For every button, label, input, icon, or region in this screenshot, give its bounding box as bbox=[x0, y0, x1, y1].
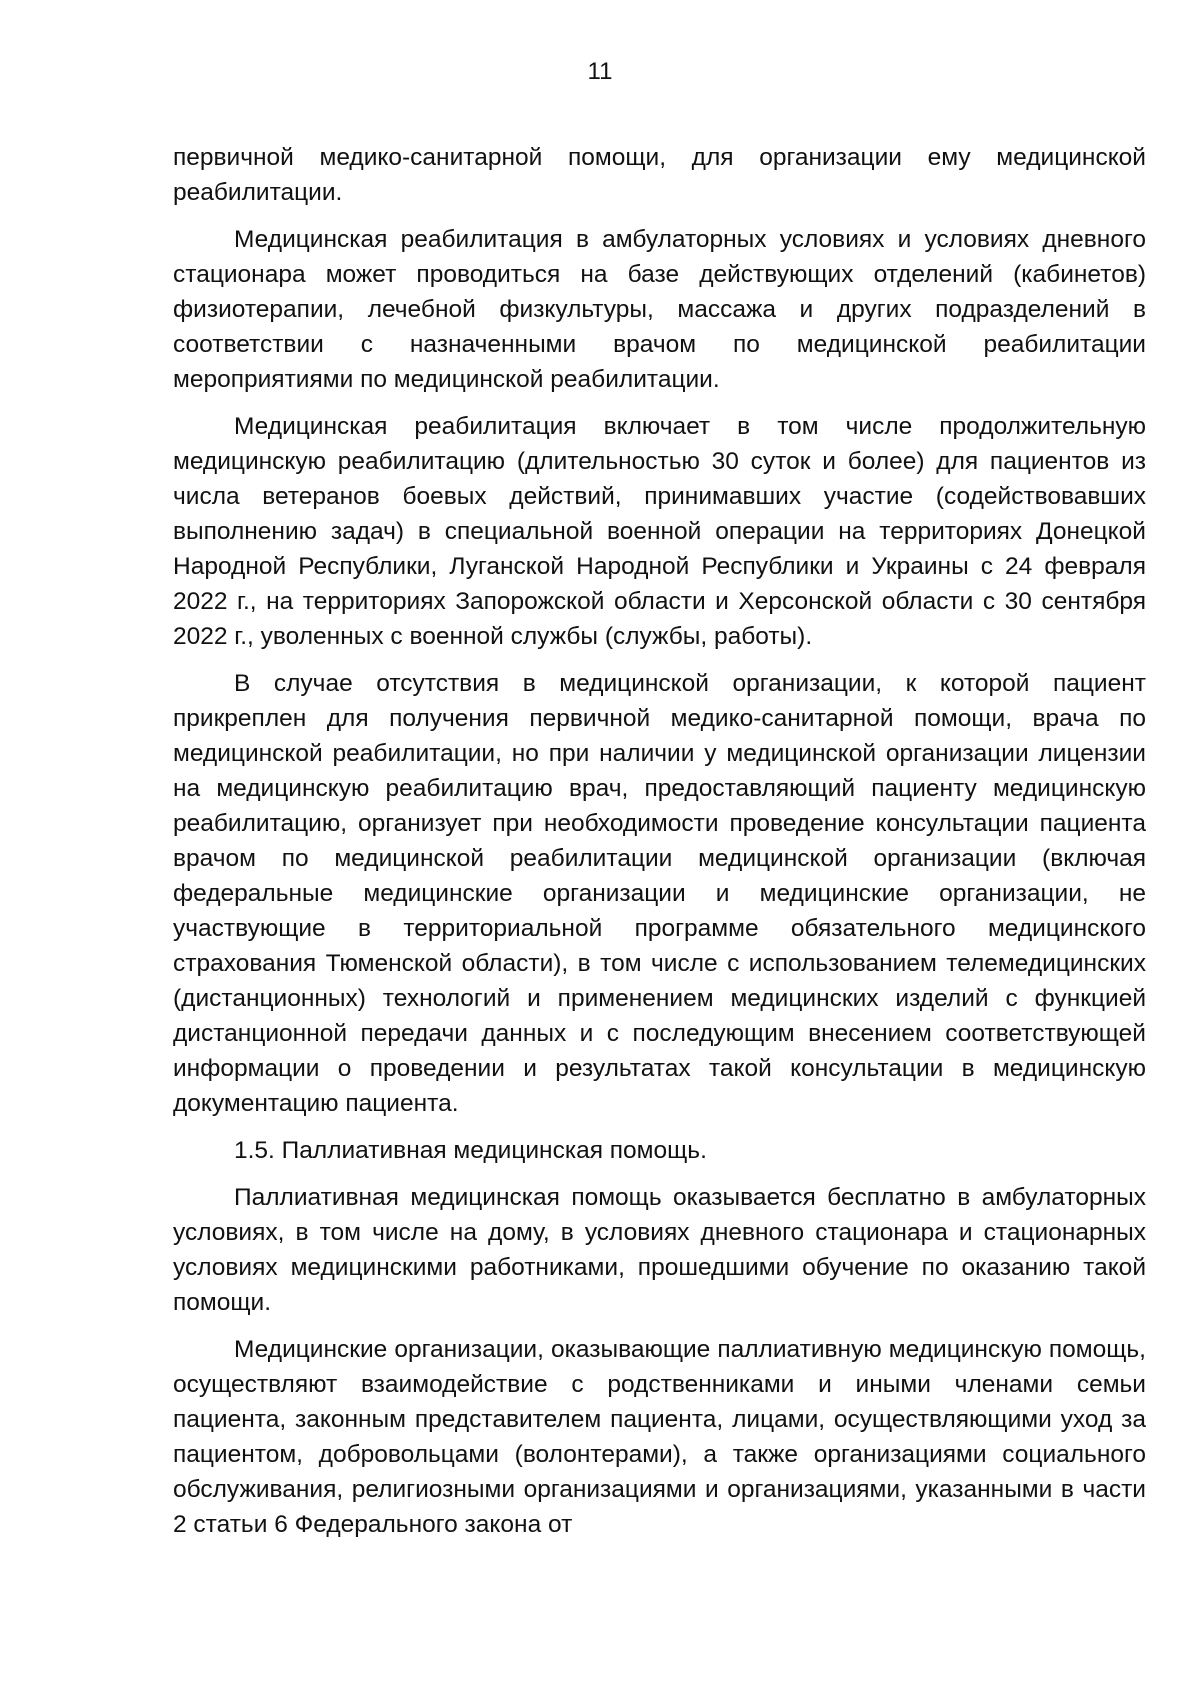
paragraph-palliative-free: Паллиативная медицинская помощь оказывается бесплатно в амбулаторных условиях, в том числе на дому, в условиях дневного стационара и стационарных условиях медицинскими работниками, прошедшими обучение по оказанию такой помощи. bbox=[173, 1184, 1146, 1316]
page-number: 11 bbox=[587, 58, 613, 85]
document-body bbox=[173, 140, 1146, 1554]
paragraph-rehab-consultation: В случае отсутствия в медицинской организации, к которой пациент прикреплен для получения первичной медико-санитарной помощи, врача по медицинской реабилитации, но при наличии у медицинской организации лицензии на медицинскую реабилитацию врач, предоставляющий пациенту медицинскую реабилитацию, организует при необходимости проведение консультации пациента врачом по медицинской реабилитации медицинской организации (включая федеральные медицинские организации и медицинские организации, не участвующие в территориальной программе обязательного медицинского страхования Тюменской области), в том числе с использованием телемедицинских (дистанционных) технологий и применением медицинских изделий с функцией дистанционной передачи данных и с последующим внесением соответствующей информации о проведении и результатах такой консультации в медицинскую документацию пациента. bbox=[173, 670, 1146, 1117]
paragraph-rehab-veterans: Медицинская реабилитация включает в том числе продолжительную медицинскую реабилитацию (длительностью 30 суток и более) для пациентов из числа ветеранов боевых действий, принимавших участие (содействовавших выполнению задач) в специальной военной операции на территориях Донецкой Народной Республики, Луганской Народной Республики и Украины с 24 февраля 2022 г., на территориях Запорожской области и Херсонской области с 30 сентября 2022 г., уволенных с военной службы (службы, работы). bbox=[173, 413, 1146, 650]
paragraph-palliative-interaction: Медицинские организации, оказывающие паллиативную медицинскую помощь, осуществляют взаимодействие с родственниками и иными членами семьи пациента, законным представителем пациента, лицами, осуществляющими уход за пациентом, добровольцами (волонтерами), а также организациями социального обслуживания, религиозными организациями и организациями, указанными в части 2 статьи 6 Федерального закона от bbox=[173, 1336, 1146, 1538]
section-heading-palliative: 1.5. Паллиативная медицинская помощь. bbox=[234, 1137, 707, 1164]
paragraph-rehab-outpatient: Медицинская реабилитация в амбулаторных условиях и условиях дневного стационара может проводиться на базе действующих отделений (кабинетов) физиотерапии, лечебной физкультуры, массажа и других подразделений в соответствии с назначенными врачом по медицинской реабилитации мероприятиями по медицинской реабилитации. bbox=[173, 226, 1146, 393]
paragraph-continuation: первичной медико-санитарной помощи, для организации ему медицинской реабилитации. bbox=[173, 144, 1146, 206]
